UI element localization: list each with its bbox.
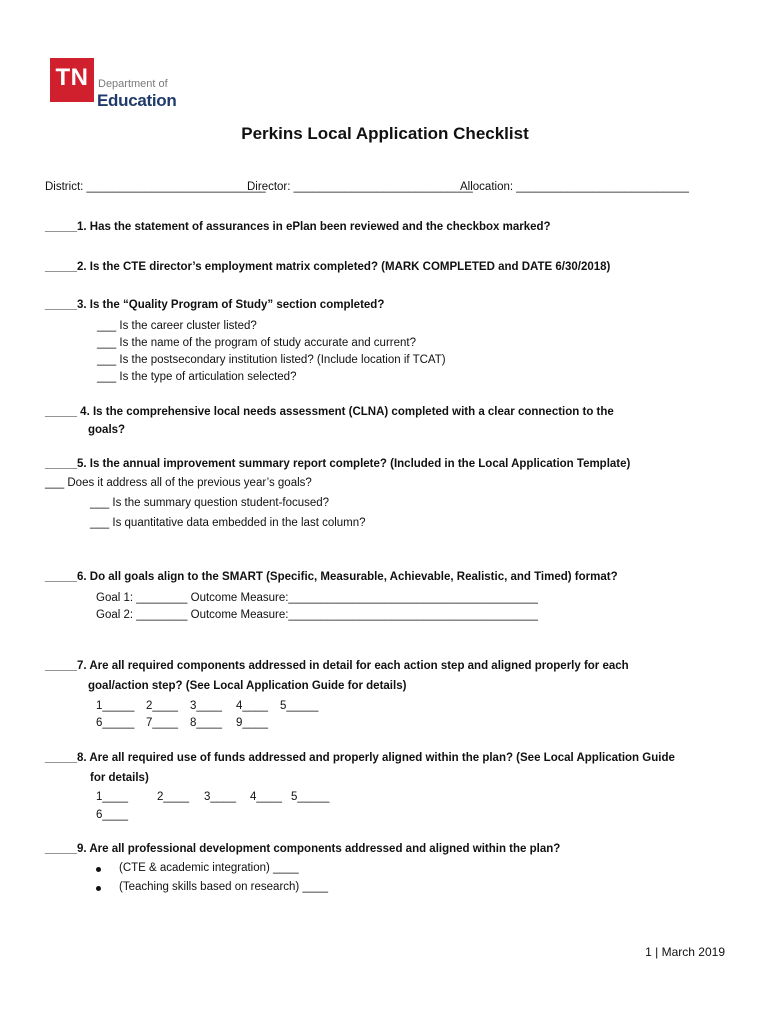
logo-education-text: Education [97, 91, 177, 110]
bullet-dot [96, 886, 101, 891]
page-title: Perkins Local Application Checklist [241, 124, 529, 143]
question-8-fund-1: 1____ [96, 791, 128, 803]
question-5-sub-2: ___ Is the summary question student-focused? [90, 497, 330, 509]
question-4-continued: goals? [88, 424, 126, 436]
question-7-step-8: 8____ [190, 717, 222, 729]
question-8-fund-2: 2____ [157, 791, 189, 803]
question-3-sub-2: ___ Is the name of the program of study accurate and current? [97, 337, 416, 349]
question-7: _____7. Are all required components addressed in detail for each action step and aligned properly for each [45, 660, 629, 672]
question-1: _____1. Has the statement of assurances in ePlan been reviewed and the checkbox marked? [45, 221, 551, 233]
question-7-step-6: 6_____ [96, 717, 135, 729]
district-field: District: ____________________________ [45, 181, 266, 193]
question-3-sub-1: ___ Is the career cluster listed? [97, 320, 257, 332]
question-8-fund-6: 6____ [96, 809, 128, 821]
question-7-step-2: 2____ [146, 700, 178, 712]
question-9-bullet-1: (CTE & academic integration) ____ [119, 862, 299, 874]
question-9-bullet-2: (Teaching skills based on research) ____ [119, 881, 329, 893]
question-5-sub-3: ___ Is quantitative data embedded in the last column? [90, 517, 366, 529]
question-6-goal-2: Goal 2: ________ Outcome Measure:_______________________________________ [96, 609, 538, 621]
question-9: _____9. Are all professional development components addressed and aligned within the plan? [45, 843, 561, 855]
question-7-step-3: 3____ [190, 700, 222, 712]
question-7-step-4: 4____ [236, 700, 268, 712]
allocation-field: Allocation: ___________________________ [460, 181, 689, 193]
question-7-step-7: 7____ [146, 717, 178, 729]
question-3-sub-4: ___ Is the type of articulation selected? [97, 371, 297, 383]
question-8: _____8. Are all required use of funds addressed and properly aligned within the plan? (See Local Application Guide [45, 752, 675, 764]
question-5-sub-1: ___ Does it address all of the previous year’s goals? [45, 477, 312, 489]
question-8-fund-4: 4____ [250, 791, 282, 803]
question-6-goal-1: Goal 1: ________ Outcome Measure:_______________________________________ [96, 592, 538, 604]
question-8-fund-5: 5_____ [291, 791, 330, 803]
question-8-fund-3: 3____ [204, 791, 236, 803]
logo-tn-text: TN [55, 64, 89, 91]
logo-department-text: Department of [98, 78, 168, 90]
question-7-step-5: 5_____ [280, 700, 319, 712]
question-7-step-1: 1_____ [96, 700, 135, 712]
tn-logo [50, 58, 94, 102]
question-5: _____5. Is the annual improvement summary report complete? (Included in the Local Application Template) [45, 458, 631, 470]
question-3-sub-3: ___ Is the postsecondary institution listed? (Include location if TCAT) [97, 354, 446, 366]
question-7-step-9: 9____ [236, 717, 268, 729]
director-field: Director: ____________________________ [247, 181, 473, 193]
page-footer: 1 | March 2019 [645, 945, 725, 959]
question-3: _____3. Is the “Quality Program of Study” section completed? [45, 299, 385, 311]
question-8-continued: for details) [90, 772, 149, 784]
question-4: _____ 4. Is the comprehensive local needs assessment (CLNA) completed with a clear connection to the [45, 406, 614, 418]
question-2: _____2. Is the CTE director’s employment matrix completed? (MARK COMPLETED and DATE 6/30/2018) [45, 261, 611, 273]
question-6: _____6. Do all goals align to the SMART (Specific, Measurable, Achievable, Realistic, and Timed) format? [45, 571, 618, 583]
question-7-continued: goal/action step? (See Local Application Guide for details) [88, 680, 407, 692]
bullet-dot [96, 867, 101, 872]
